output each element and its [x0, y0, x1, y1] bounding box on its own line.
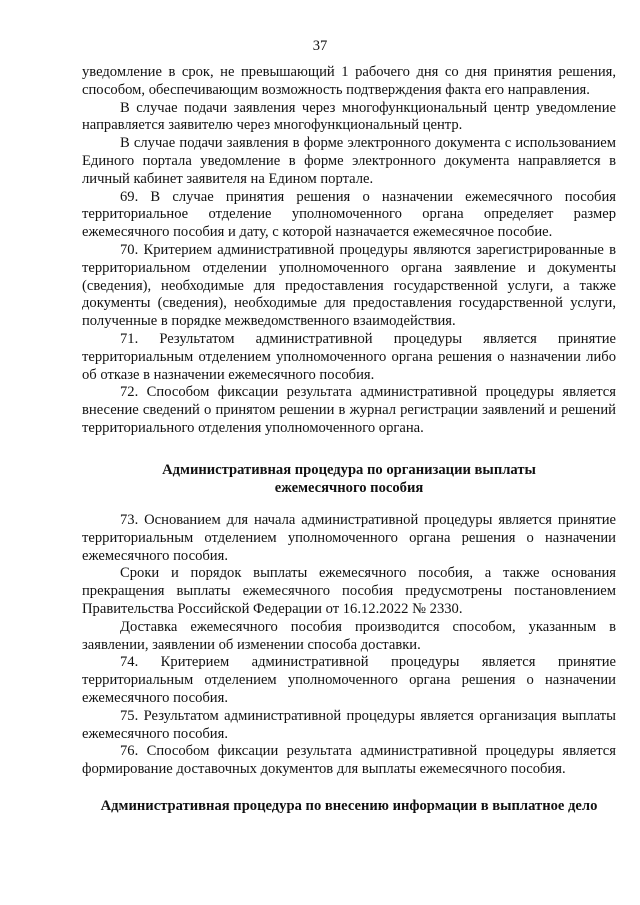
paragraph: В случае подачи заявления через многофункциональный центр уведомление направляется заявителю через многофункциональный центр. [82, 99, 616, 134]
section-heading: Административная процедура по внесению информации в выплатное дело [100, 798, 598, 814]
section-heading: Административная процедура по организации выплаты ежемесячного пособия [162, 462, 536, 496]
paragraph: В случае подачи заявления в форме электронного документа с использованием Единого портала уведомление в форме электронного документа направляется в личный кабинет заявителя на Едином портале. [82, 135, 616, 187]
section-1-text [82, 64, 616, 438]
paragraph: Доставка ежемесячного пособия производится способом, указанным в заявлении, заявлении об изменении способа доставки. [82, 618, 616, 653]
paragraph: 75. Результатом административной процедуры является организация выплаты ежемесячного пособия. [82, 707, 616, 742]
paragraph: 70. Критерием административной процедуры являются зарегистрированные в территориальном отделении уполномоченного органа заявление и документы (сведения), необходимые для предоставления государственной услуги, а также документы (сведения), необходимые для предоставления государственной услуги, полученные в порядке межведомственного взаимодействия. [82, 241, 616, 330]
paragraph: уведомление в срок, не превышающий 1 рабочего дня со дня принятия решения, способом, обеспечивающим возможность подтверждения факта его направления. [82, 64, 616, 98]
paragraph: 73. Основанием для начала административной процедуры является принятие территориальным отделением уполномоченного органа решения о назначении ежемесячного пособия. [82, 512, 616, 564]
paragraph: 76. Способом фиксации результата административной процедуры является формирование доставочных документов для выплаты ежемесячного пособия. [82, 743, 616, 778]
paragraph: 69. В случае принятия решения о назначении ежемесячного пособия территориальное отделение уполномоченного органа определяет размер ежемесячного пособия и дату, с которой назначается ежемесячное пособие. [82, 188, 616, 241]
paragraph: Сроки и порядок выплаты ежемесячного пособия, а также основания прекращения выплаты ежемесячного пособия предусмотрены постановлением Правительства Российской Федерации от 16.12.2022 № 2330. [82, 565, 616, 617]
paragraph: 72. Способом фиксации результата административной процедуры является внесение сведений о принятом решении в журнал регистрации заявлений и решений территориального отделения уполномоченного органа. [82, 384, 616, 436]
paragraph: 71. Результатом административной процедуры является принятие территориальным отделением уполномоченного органа решения о назначении либо об отказе в назначении ежемесячного пособия. [82, 330, 616, 383]
page-number: 37 [312, 38, 328, 54]
section-2-text [82, 512, 616, 779]
paragraph: 74. Критерием административной процедуры является принятие территориальным отделением уполномоченного органа решения о назначении ежемесячного пособия. [82, 654, 616, 706]
